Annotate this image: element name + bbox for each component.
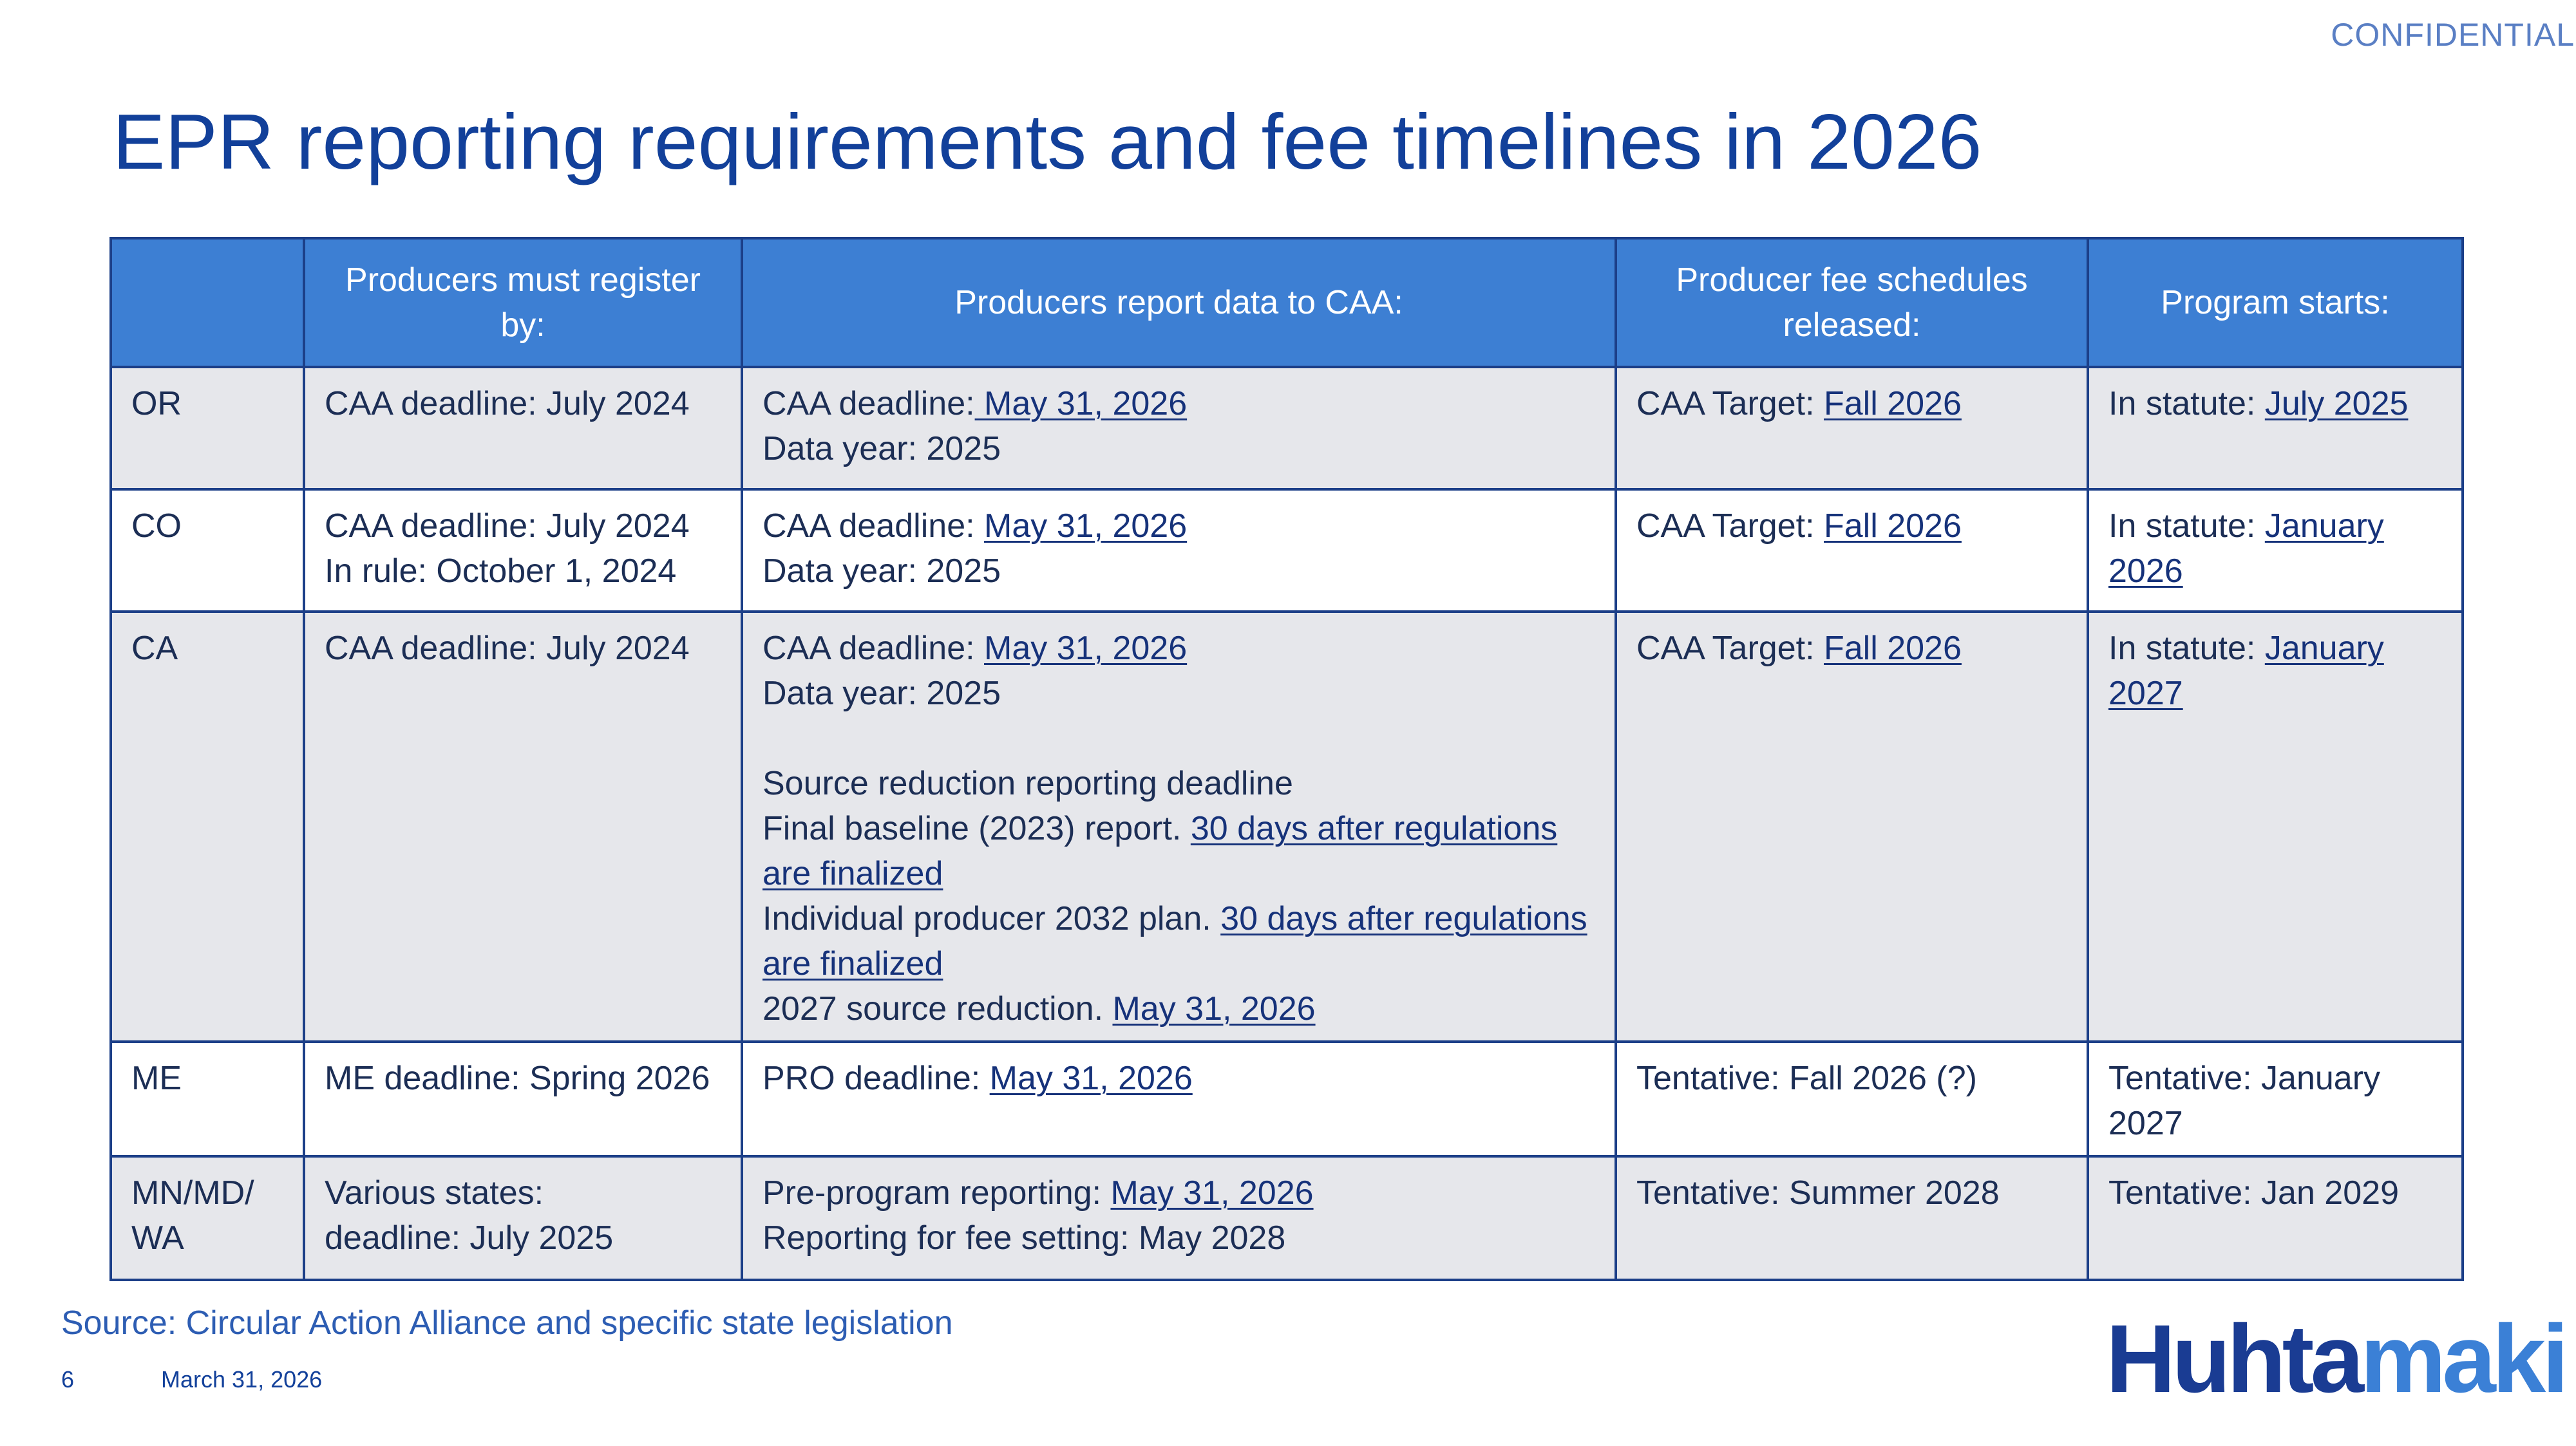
report-line [762, 503, 1595, 549]
fees-text: CAA Target: [1636, 507, 1824, 545]
report-line: Data year: 2025 [762, 552, 1001, 590]
report-deadline-link[interactable]: 30 days after regulations are finalized [762, 900, 1587, 982]
report-cell [742, 367, 1616, 489]
report-date-link[interactable]: May 31, 2026 [989, 1060, 1193, 1097]
page-number: 6 [61, 1366, 75, 1393]
register-line: In rule: October 1, 2024 [325, 552, 677, 590]
start-cell [2088, 489, 2463, 612]
report-line: Data year: 2025 [762, 430, 1001, 467]
table-row [111, 489, 2463, 612]
footer-date: March 31, 2026 [161, 1366, 323, 1393]
report-line [762, 986, 1595, 1031]
report-date-link[interactable]: May 31, 2026 [984, 507, 1188, 545]
report-date-link[interactable]: May 31, 2026 [1112, 990, 1316, 1028]
report-cell [742, 1042, 1616, 1156]
start-date-link[interactable]: January 2026 [2108, 507, 2384, 590]
report-date-link[interactable]: May 31, 2026 [984, 630, 1188, 667]
report-line [762, 806, 1595, 896]
header-report: Producers report data to CAA: [742, 238, 1616, 367]
logo-part-dark: Huhta [2106, 1304, 2360, 1413]
register-line: Various states: [325, 1174, 544, 1212]
report-line [762, 1056, 1595, 1101]
state-cell: CO [111, 489, 304, 612]
register-cell [304, 612, 742, 1042]
report-line [762, 381, 1595, 426]
report-text: CAA deadline: [762, 385, 975, 422]
fees-cell: Tentative: Summer 2028 [1616, 1156, 2088, 1280]
register-cell [304, 367, 742, 489]
start-date-link[interactable]: January 2027 [2108, 630, 2384, 712]
epr-timeline-table [109, 237, 2464, 1281]
report-text: 2027 source reduction. [762, 990, 1113, 1028]
register-line: CAA deadline: July 2024 [325, 507, 690, 545]
confidential-label: CONFIDENTIAL [2331, 17, 2575, 53]
report-cell [742, 1156, 1616, 1280]
report-text: Individual producer 2032 plan. [762, 900, 1221, 937]
header-state [111, 238, 304, 367]
fees-text: CAA Target: [1636, 630, 1824, 667]
report-cell [742, 612, 1616, 1042]
table-header-row [111, 238, 2463, 367]
fees-date-link[interactable]: Fall 2026 [1823, 507, 1962, 545]
fees-date-link[interactable]: Fall 2026 [1823, 385, 1962, 422]
state-cell: CA [111, 612, 304, 1042]
report-deadline-link[interactable]: 30 days after regulations are finalized [762, 810, 1558, 892]
report-line [762, 896, 1595, 986]
fees-text: CAA Target: [1636, 385, 1824, 422]
table-row [111, 1042, 2463, 1156]
register-line: deadline: July 2025 [325, 1219, 614, 1257]
report-text: CAA deadline: [762, 630, 985, 667]
header-start: Program starts: [2088, 238, 2463, 367]
report-date-link[interactable]: May 31, 2026 [1110, 1174, 1314, 1212]
state-cell: OR [111, 367, 304, 489]
state-cell: MN/MD/ WA [111, 1156, 304, 1280]
report-text: Final baseline (2023) report. [762, 810, 1191, 847]
state-cell: ME [111, 1042, 304, 1156]
table-row [111, 367, 2463, 489]
register-cell [304, 1042, 742, 1156]
start-text: In statute: [2108, 507, 2265, 545]
register-line: CAA deadline: July 2024 [325, 385, 690, 422]
page-title: EPR reporting requirements and fee timelines in 2026 [113, 98, 1982, 185]
fees-cell: Tentative: Fall 2026 (?) [1616, 1042, 2088, 1156]
table-row [111, 1156, 2463, 1280]
register-cell [304, 489, 742, 612]
register-line: CAA deadline: July 2024 [325, 630, 690, 667]
source-note: Source: Circular Action Alliance and specific state legislation [61, 1304, 953, 1342]
start-text: In statute: [2108, 630, 2265, 667]
start-cell [2088, 612, 2463, 1042]
start-date-link[interactable]: July 2025 [2264, 385, 2409, 422]
start-text: In statute: [2108, 385, 2265, 422]
report-line: Source reduction reporting deadline [762, 765, 1293, 802]
huhtamaki-logo [2106, 1304, 2565, 1413]
start-cell: Tentative: January 2027 [2088, 1042, 2463, 1156]
report-text: PRO deadline: [762, 1060, 990, 1097]
report-cell [742, 489, 1616, 612]
register-cell [304, 1156, 742, 1280]
fees-cell [1616, 612, 2088, 1042]
fees-cell [1616, 489, 2088, 612]
header-register: Producers must register by: [304, 238, 742, 367]
report-line: Data year: 2025 [762, 675, 1001, 712]
report-text: Pre-program reporting: [762, 1174, 1111, 1212]
report-date-link[interactable]: May 31, 2026 [974, 385, 1188, 422]
report-line [762, 626, 1595, 671]
table-row [111, 612, 2463, 1042]
fees-cell [1616, 367, 2088, 489]
fees-date-link[interactable]: Fall 2026 [1823, 630, 1962, 667]
header-fees: Producer fee schedules released: [1616, 238, 2088, 367]
report-line [762, 1170, 1595, 1216]
start-cell: Tentative: Jan 2029 [2088, 1156, 2463, 1280]
logo-part-light: maki [2360, 1304, 2565, 1413]
report-line: Reporting for fee setting: May 2028 [762, 1219, 1286, 1257]
spacer [762, 716, 1595, 761]
report-text: CAA deadline: [762, 507, 985, 545]
register-line: ME deadline: Spring 2026 [325, 1060, 710, 1097]
start-cell [2088, 367, 2463, 489]
